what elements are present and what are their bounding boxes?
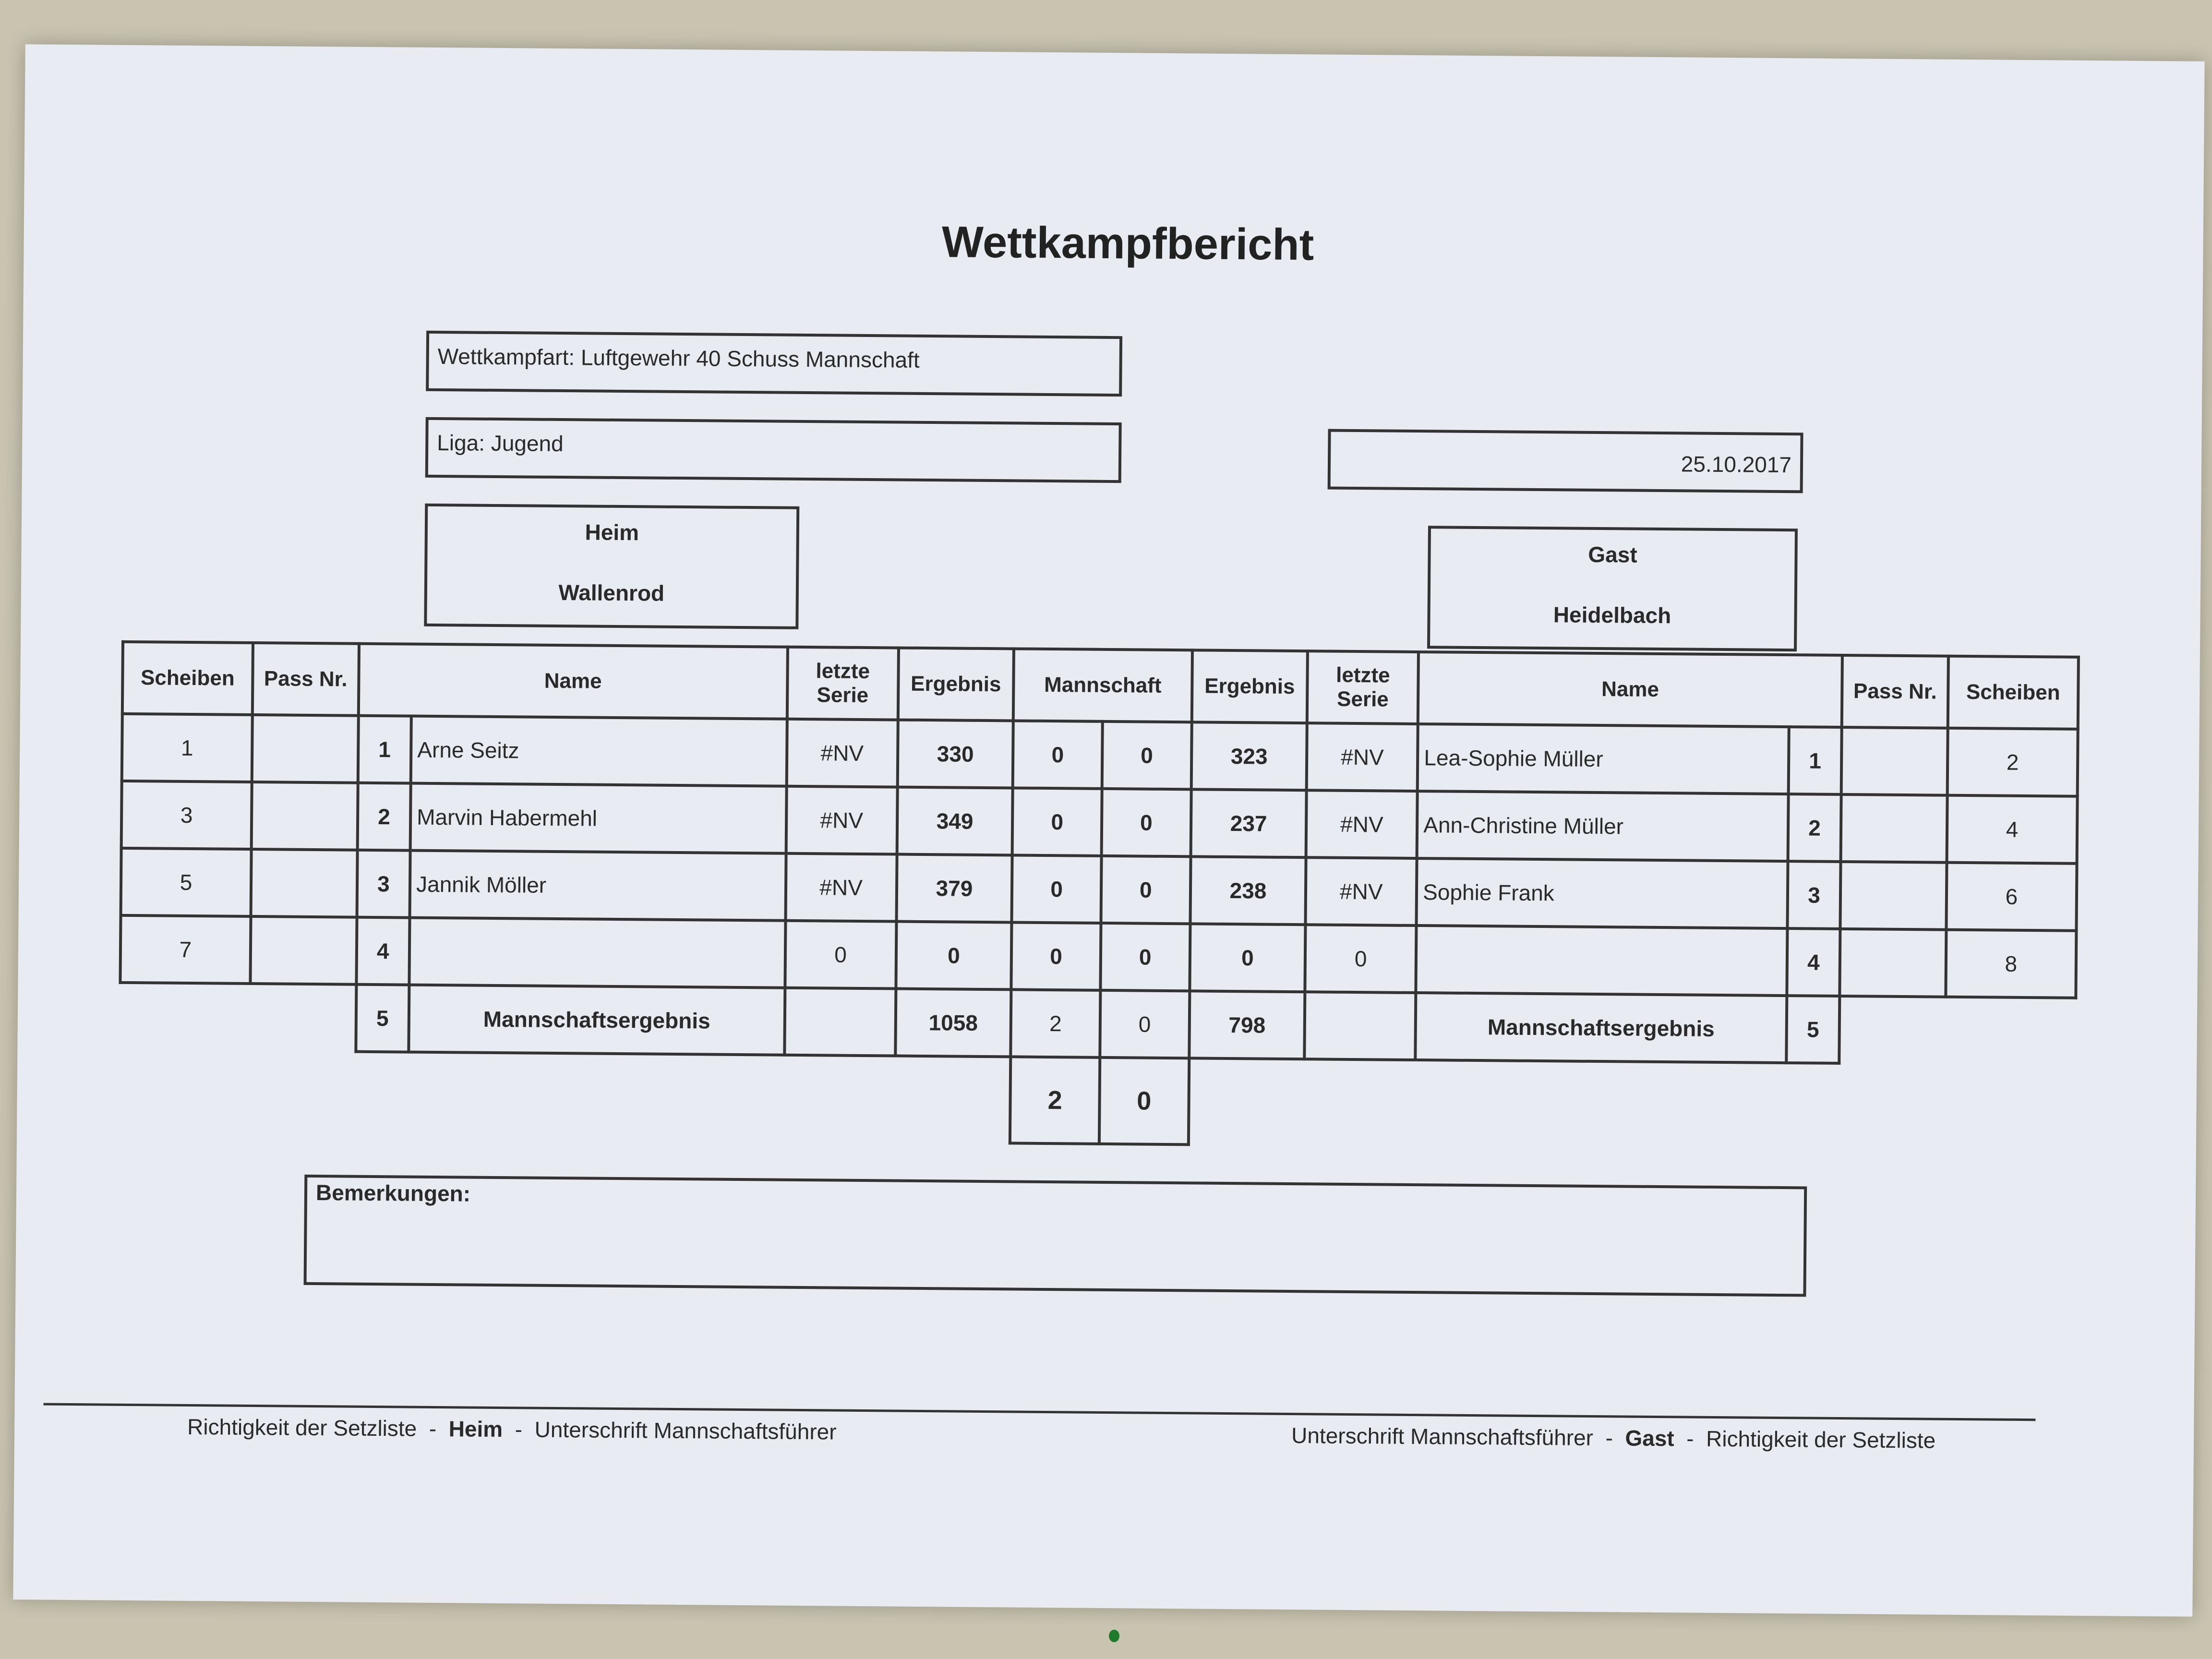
home-position: 1	[358, 716, 411, 783]
empty-cell	[1945, 997, 2076, 1065]
guest-points: 0	[1100, 923, 1190, 991]
header-pass-home: Pass Nr.	[252, 643, 359, 716]
home-last-series: 0	[785, 921, 896, 989]
home-scheiben: 3	[121, 781, 252, 849]
home-result: 379	[896, 854, 1012, 923]
guest-pass-nr	[1840, 862, 1947, 930]
home-points: 0	[1011, 922, 1101, 990]
guest-result: 238	[1190, 856, 1306, 925]
home-result: 0	[896, 922, 1012, 990]
guest-position: 3	[1787, 861, 1840, 929]
guest-team-name: Heidelbach	[1553, 602, 1671, 628]
league: Liga: Jugend	[437, 430, 564, 457]
final-home-points: 2	[1010, 1057, 1100, 1143]
home-team-position: 5	[356, 985, 409, 1052]
home-team-box	[424, 504, 799, 629]
guest-label: Gast	[1588, 541, 1637, 567]
home-shooter-name: Arne Seitz	[411, 716, 787, 786]
home-team-points: 2	[1011, 989, 1101, 1057]
guest-shooter-name	[1416, 926, 1788, 996]
empty-cell	[120, 983, 250, 1051]
guest-last-series: #NV	[1307, 723, 1418, 791]
guest-result: 237	[1190, 789, 1307, 857]
guest-scheiben: 4	[1947, 795, 2077, 864]
guest-last-series: #NV	[1306, 790, 1418, 858]
guest-team-points: 0	[1100, 990, 1190, 1058]
guest-shooter-name: Sophie Frank	[1417, 858, 1788, 928]
home-last-series: #NV	[786, 719, 898, 787]
header-pass-guest: Pass Nr.	[1842, 655, 1948, 728]
home-signature-caption: Richtigkeit der Setzliste - Heim - Unterschrift Mannschaftsführer	[187, 1414, 837, 1444]
home-scheiben: 5	[121, 848, 252, 916]
guest-shooter-name: Ann-Christine Müller	[1417, 791, 1789, 861]
guest-points: 0	[1102, 721, 1192, 789]
header-mannschaft: Mannschaft	[1013, 649, 1192, 722]
guest-position: 2	[1788, 794, 1841, 862]
home-scheiben: 7	[120, 915, 251, 984]
home-shooter-name: Marvin Habermehl	[410, 783, 787, 854]
remarks-label: Bemerkungen:	[315, 1180, 471, 1206]
remarks-box	[304, 1175, 1807, 1297]
home-result: 349	[897, 787, 1013, 855]
home-team-name: Wallenrod	[558, 579, 665, 606]
home-pass-nr	[252, 715, 359, 783]
guest-pass-nr	[1841, 794, 1948, 863]
guest-points: 0	[1102, 789, 1191, 856]
guest-position: 1	[1788, 727, 1841, 794]
guest-last-series: 0	[1305, 925, 1417, 993]
header-letzte-serie-home: letzte Serie	[787, 647, 899, 720]
guest-scheiben: 6	[1946, 863, 2077, 931]
guest-position: 4	[1787, 928, 1840, 996]
paper-sheet	[13, 44, 2204, 1617]
header-scheiben-home: Scheiben	[122, 642, 253, 715]
guest-result: 0	[1190, 924, 1306, 992]
header-name-home: Name	[359, 644, 788, 719]
guest-signature-caption: Unterschrift Mannschaftsführer - Gast - Richtigkeit der Setzliste	[1291, 1423, 1936, 1453]
header-letzte-serie-guest: letzte Serie	[1307, 651, 1419, 724]
home-pass-nr	[250, 916, 357, 985]
guest-team-total: 798	[1189, 991, 1305, 1059]
home-points: 0	[1012, 788, 1102, 855]
green-pin	[1109, 1630, 1119, 1642]
guest-scheiben: 2	[1948, 728, 2078, 796]
home-position: 4	[356, 917, 409, 985]
results-table	[118, 640, 2080, 1153]
guest-result: 323	[1191, 722, 1307, 790]
document-title: Wettkampfbericht	[941, 217, 1314, 270]
header-ergebnis-home: Ergebnis	[898, 648, 1014, 721]
final-guest-points: 0	[1099, 1058, 1189, 1144]
empty-cell	[250, 984, 356, 1052]
guest-shooter-name: Lea-Sophie Müller	[1418, 724, 1789, 794]
home-label: Heim	[585, 519, 639, 545]
header-name-guest: Name	[1418, 652, 1842, 727]
home-points: 0	[1013, 721, 1103, 788]
guest-team-position: 5	[1786, 996, 1839, 1063]
competition-type-box	[426, 331, 1122, 397]
guest-pass-nr	[1840, 929, 1947, 997]
home-shooter-name	[409, 918, 785, 988]
home-scheiben: 1	[122, 714, 252, 782]
empty-cell	[119, 1050, 1011, 1143]
home-team-result-label: Mannschaftsergebnis	[409, 985, 785, 1055]
home-points: 0	[1012, 855, 1102, 923]
home-position: 3	[357, 850, 410, 918]
home-pass-nr	[251, 849, 357, 917]
header-scheiben-guest: Scheiben	[1948, 656, 2079, 729]
guest-team-last-series	[1305, 992, 1416, 1060]
guest-last-series: #NV	[1306, 857, 1417, 926]
guest-team-box	[1427, 526, 1798, 651]
guest-team-result-label: Mannschaftsergebnis	[1415, 993, 1787, 1063]
home-last-series: #NV	[785, 854, 897, 922]
home-shooter-name: Jannik Möller	[410, 851, 786, 921]
empty-cell	[1839, 996, 1946, 1064]
empty-cell	[1188, 1058, 2075, 1151]
guest-scheiben: 8	[1946, 930, 2076, 998]
final-score-row	[119, 1050, 2075, 1152]
date: 25.10.2017	[1681, 451, 1792, 478]
home-result: 330	[897, 720, 1013, 788]
home-team-total: 1058	[895, 989, 1011, 1057]
home-pass-nr	[252, 782, 358, 850]
guest-pass-nr	[1841, 727, 1948, 795]
date-box	[1328, 429, 1803, 493]
competition-type: Wettkampfart: Luftgewehr 40 Schuss Mannschaft	[437, 343, 920, 373]
home-last-series: #NV	[786, 786, 897, 854]
guest-points: 0	[1101, 856, 1190, 924]
league-box	[425, 417, 1122, 483]
header-ergebnis-guest: Ergebnis	[1191, 650, 1308, 723]
home-position: 2	[357, 783, 410, 851]
home-team-last-series	[784, 988, 896, 1056]
